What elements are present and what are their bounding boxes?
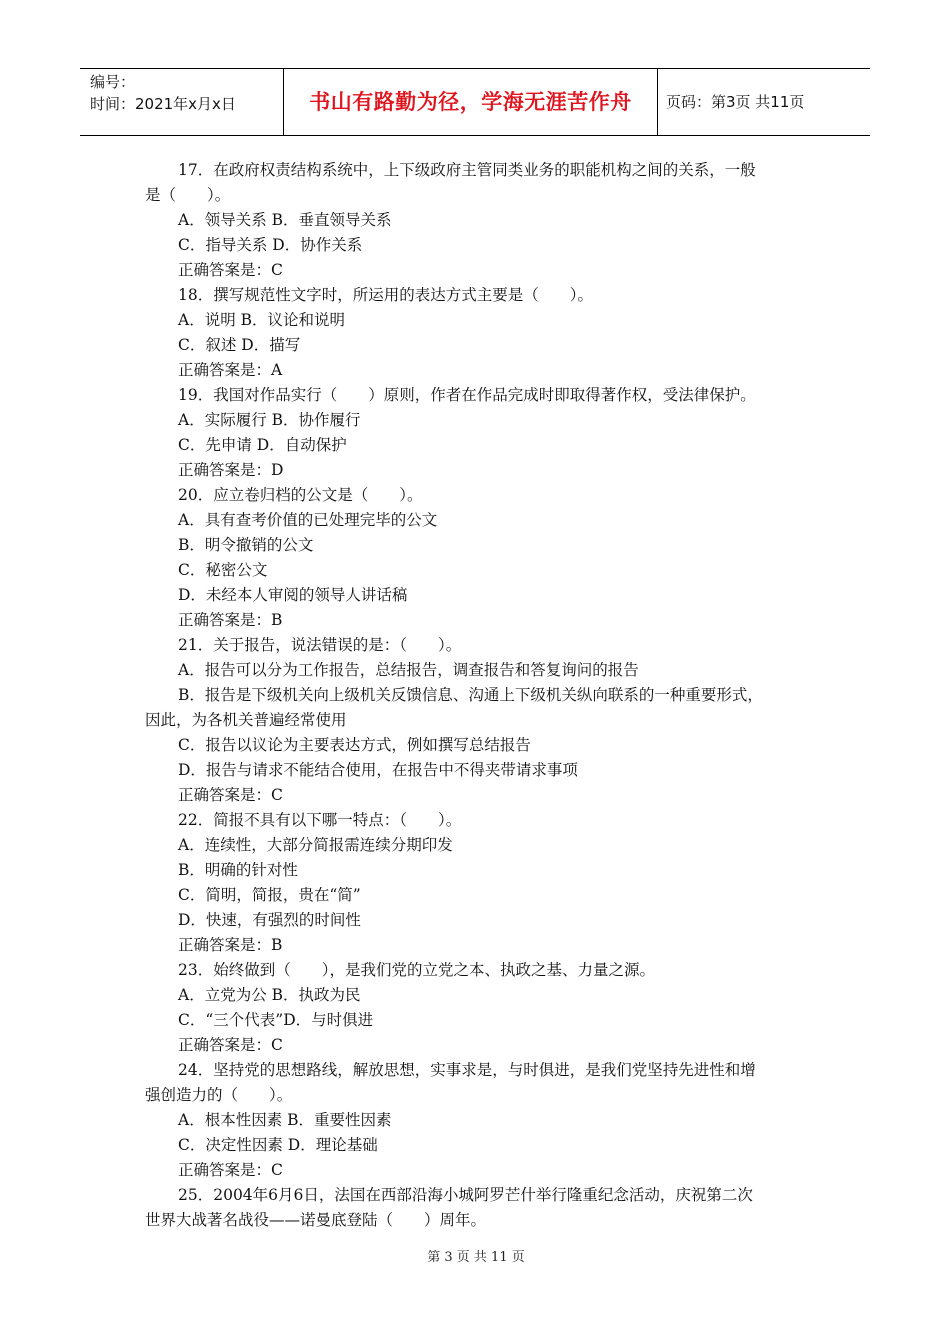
header-page-cell xyxy=(657,69,870,135)
question-item xyxy=(145,633,820,808)
question-item xyxy=(145,383,820,483)
answer-option: A．实际履行 B．协作履行 xyxy=(178,411,361,429)
question-stem: 24．坚持党的思想路线，解放思想，实事求是，与时俱进，是我们党坚持先进性和增 xyxy=(178,1061,756,1079)
answer-option: D．未经本人审阅的领导人讲话稿 xyxy=(178,586,408,604)
question-item xyxy=(145,808,820,958)
answer-option: C．“三个代表”D．与时俱进 xyxy=(178,1011,374,1029)
answer-option: C．秘密公文 xyxy=(178,561,268,579)
question-stem: 23．始终做到（ ），是我们党的立党之本、执政之基、力量之源。 xyxy=(178,961,655,979)
answer-option xyxy=(145,683,820,733)
header-page-info: 页码：第3页 共11页 xyxy=(666,93,805,111)
question-stem: 17．在政府权责结构系统中，上下级政府主管同类业务的职能机构之间的关系，一般 xyxy=(178,161,756,179)
answer-option: C．报告以议论为主要表达方式，例如撰写总结报告 xyxy=(178,736,531,754)
answer-option: A．领导关系 B．垂直领导关系 xyxy=(178,211,392,229)
answer-option: B．明确的针对性 xyxy=(178,861,298,879)
correct-answer: 正确答案是：D xyxy=(178,461,284,479)
question-stem-continuation: 是（ ）。 xyxy=(145,186,231,204)
question-stem: 21．关于报告，说法错误的是：（ ）。 xyxy=(178,636,462,654)
correct-answer: 正确答案是：C xyxy=(178,261,283,279)
correct-answer: 正确答案是：C xyxy=(178,1161,283,1179)
header-meta xyxy=(80,69,283,135)
page-header xyxy=(80,68,870,136)
answer-option: A．根本性因素 B．重要性因素 xyxy=(178,1111,392,1129)
correct-answer: 正确答案是：A xyxy=(178,361,283,379)
question-item xyxy=(145,283,820,383)
question-item xyxy=(145,158,820,283)
answer-option-line-continuation: 因此，为各机关普遍经常使用 xyxy=(145,711,347,729)
question-stem: 22．简报不具有以下哪一特点：（ ）。 xyxy=(178,811,462,829)
document-date-label: 时间：2021年x月x日 xyxy=(90,95,236,113)
question-item xyxy=(145,958,820,1058)
answer-option: A．连续性，大部分简报需连续分期印发 xyxy=(178,836,453,854)
answer-option: A．报告可以分为工作报告，总结报告，调查报告和答复询问的报告 xyxy=(178,661,639,679)
answer-option: C．叙述 D．描写 xyxy=(178,336,301,354)
question-stem-continuation: 强创造力的（ ）。 xyxy=(145,1086,293,1104)
answer-option: C．先申请 D．自动保护 xyxy=(178,436,347,454)
question-item xyxy=(145,1058,820,1183)
answer-option: B．明令撤销的公文 xyxy=(178,536,314,554)
header-motto: 书山有路勤为径，学海无涯苦作舟 xyxy=(309,90,632,114)
answer-option: A．具有查考价值的已处理完毕的公文 xyxy=(178,511,438,529)
question-stem: 20．应立卷归档的公文是（ ）。 xyxy=(178,486,423,504)
answer-option: A．立党为公 B．执政为民 xyxy=(178,986,361,1004)
answer-option: A．说明 B．议论和说明 xyxy=(178,311,346,329)
question-stem: 18．撰写规范性文字时，所运用的表达方式主要是（ ）。 xyxy=(178,286,593,304)
answer-option: D．快速，有强烈的时间性 xyxy=(178,911,361,929)
question-stem-continuation: 世界大战著名战役——诺曼底登陆（ ）周年。 xyxy=(145,1211,487,1229)
header-motto-cell xyxy=(283,69,658,135)
question-stem: 25．2004年6月6日，法国在西部沿海小城阿罗芒什举行隆重纪念活动，庆祝第二次 xyxy=(178,1186,753,1204)
document-number-label: 编号： xyxy=(90,73,136,91)
question-item xyxy=(145,1183,820,1233)
question-stem: 19．我国对作品实行（ ）原则，作者在作品完成时即取得著作权，受法律保护。 xyxy=(178,386,756,404)
question-item xyxy=(145,483,820,633)
correct-answer: 正确答案是：C xyxy=(178,1036,283,1054)
question-list xyxy=(145,158,820,1233)
correct-answer: 正确答案是：B xyxy=(178,611,283,629)
answer-option: C．指导关系 D．协作关系 xyxy=(178,236,363,254)
answer-option: C．决定性因素 D．理论基础 xyxy=(178,1136,378,1154)
correct-answer: 正确答案是：B xyxy=(178,936,283,954)
correct-answer: 正确答案是：C xyxy=(178,786,283,804)
answer-option: C．简明，简报，贵在“简” xyxy=(178,886,361,904)
answer-option: D．报告与请求不能结合使用，在报告中不得夹带请求事项 xyxy=(178,761,578,779)
answer-option-line: B．报告是下级机关向上级机关反馈信息、沟通上下级机关纵向联系的一种重要形式， xyxy=(178,686,763,704)
page-footer: 第 3 页 共 11 页 xyxy=(427,1250,525,1265)
